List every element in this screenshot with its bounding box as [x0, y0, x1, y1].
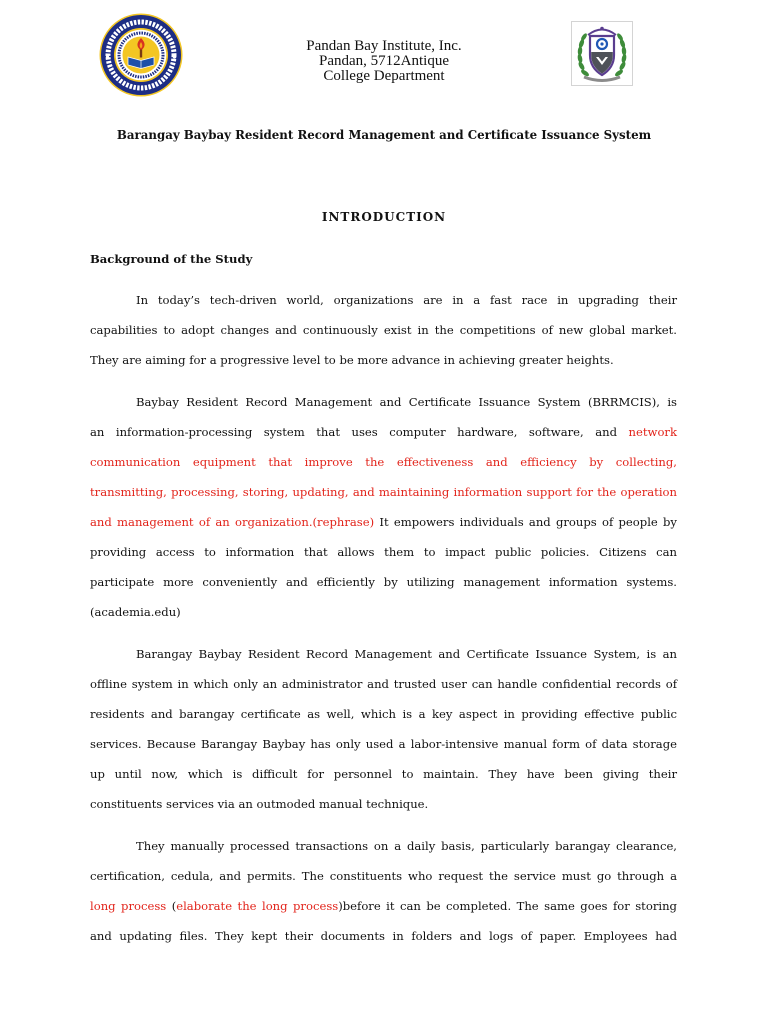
body-text: an information-processing system that uses computer hardware, software, and — [90, 425, 629, 439]
text-line — [90, 315, 677, 345]
crest-logo-icon — [571, 21, 633, 86]
body-text: They manually processed transactions on a daily basis, particularly barangay clearance, — [136, 839, 677, 853]
text-line — [90, 639, 677, 669]
body-text: offline system in which only an administrator and trusted user can handle confidential records of — [90, 677, 677, 691]
body-text: and updating files. They kept their documents in folders and logs of paper. Employees had — [90, 929, 677, 943]
red-note-text: communication equipment that improve the effectiveness and efficiency by collecting, — [90, 455, 677, 469]
body-text: Barangay Baybay Resident Record Management and Certificate Issuance System, is an — [136, 647, 677, 661]
text-line — [90, 921, 677, 951]
institution-address: Pandan, 5712Antique — [319, 53, 449, 69]
text-line — [90, 417, 677, 447]
body-text-block — [90, 285, 677, 963]
body-text: participate more conveniently and efficiently by utilizing management information systems. — [90, 575, 677, 589]
paragraph — [90, 639, 677, 819]
text-line — [90, 861, 677, 891]
text-line — [90, 387, 677, 417]
text-line — [90, 759, 677, 789]
text-line — [90, 447, 677, 477]
body-text: certification, cedula, and permits. The constituents who request the service must go through a — [90, 869, 677, 883]
text-line — [90, 789, 677, 819]
text-line — [90, 597, 677, 627]
body-text: up until now, which is difficult for personnel to maintain. They have been giving their — [90, 767, 677, 781]
body-text: providing access to information that allows them to impact public policies. Citizens can — [90, 545, 677, 559]
text-line — [90, 285, 677, 315]
document-title: Barangay Baybay Resident Record Management and Certificate Issuance System — [116, 128, 652, 142]
text-line — [90, 567, 677, 597]
text-line — [90, 729, 677, 759]
text-line — [90, 669, 677, 699]
body-text: Baybay Resident Record Management and Certificate Issuance System (BRRMCIS), is — [136, 395, 677, 409]
text-line — [90, 507, 677, 537]
body-text: residents and barangay certificate as well, which is a key aspect in providing effective public — [90, 707, 677, 721]
text-line — [90, 891, 677, 921]
body-text: It empowers individuals and groups of people by — [374, 515, 677, 529]
body-text: In today’s tech-driven world, organizations are in a fast race in upgrading their — [136, 293, 677, 307]
institution-name: Pandan Bay Institute, Inc. — [306, 38, 462, 54]
red-note-text: network — [628, 425, 677, 439]
body-text: capabilities to adopt changes and continuously exist in the competitions of new global market. — [90, 323, 677, 337]
red-note-text: elaborate the long process — [176, 899, 339, 913]
department-name: College Department — [323, 68, 445, 84]
section-heading: INTRODUCTION — [321, 210, 447, 224]
text-line — [90, 699, 677, 729]
red-note-text: and management of an organization.(rephrase) — [90, 515, 375, 529]
paragraph — [90, 387, 677, 627]
paragraph — [90, 285, 677, 375]
subsection-heading: Background of the Study — [90, 252, 253, 266]
paragraph — [90, 831, 677, 951]
red-note-text: transmitting, processing, storing, updating, and maintaining information support for the operation — [90, 485, 677, 499]
body-text: constituents services via an outmoded manual technique. — [90, 797, 429, 811]
institution-header — [0, 39, 768, 84]
body-text: services. Because Barangay Baybay has only used a labor-intensive manual form of data storage — [90, 737, 677, 751]
body-text: ( — [166, 899, 177, 913]
text-line — [90, 537, 677, 567]
body-text: )before it can be completed. The same goes for storing — [338, 899, 677, 913]
text-line — [90, 831, 677, 861]
text-line — [90, 477, 677, 507]
body-text: They are aiming for a progressive level to be more advance in achieving greater heights. — [90, 353, 614, 367]
red-note-text: long process — [90, 899, 167, 913]
body-text: (academia.edu) — [90, 605, 181, 619]
text-line — [90, 345, 677, 375]
